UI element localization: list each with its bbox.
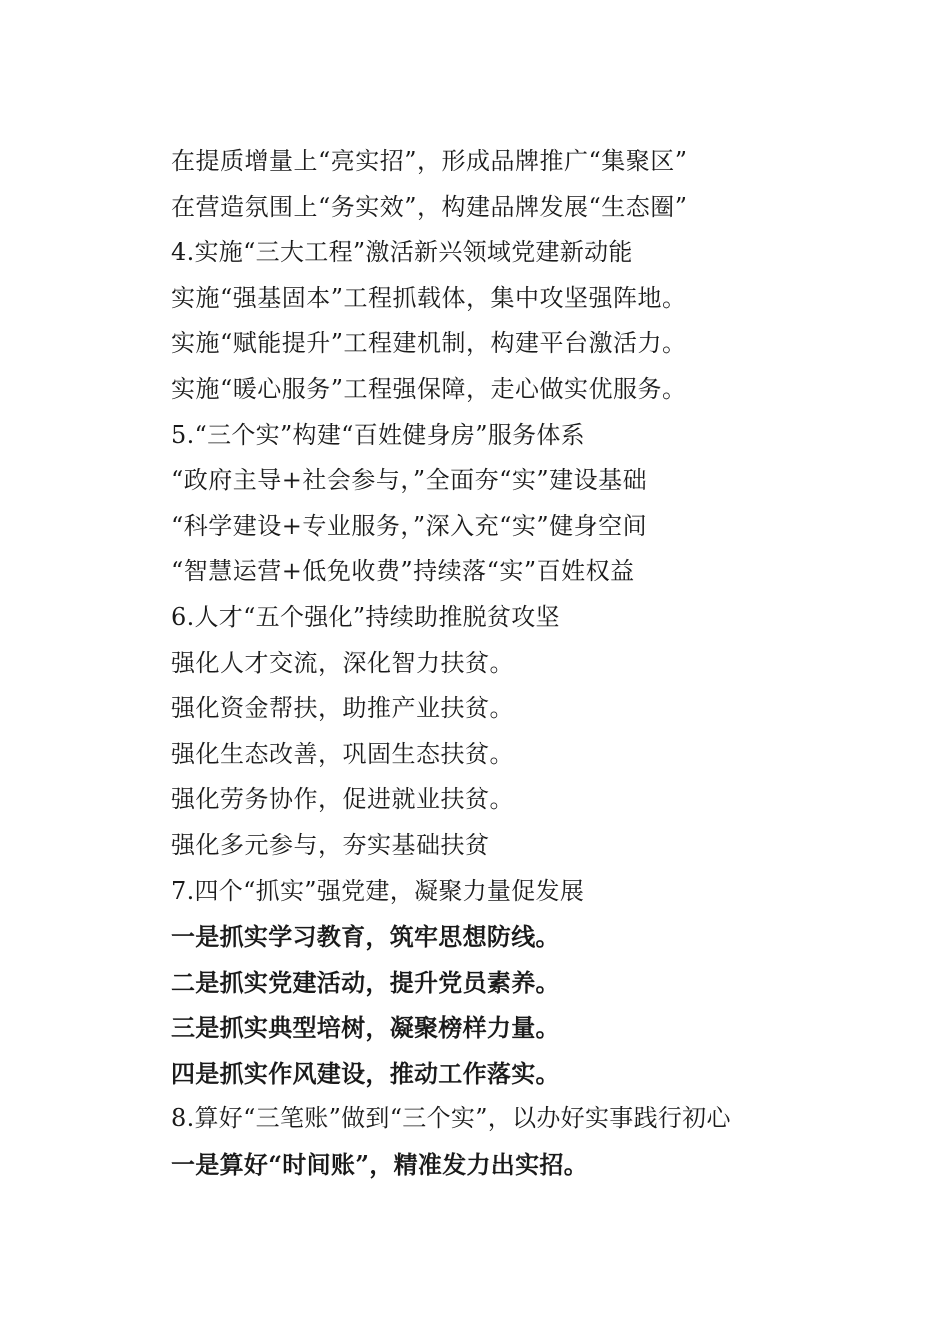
text-line: 实施“赋能提升”工程建机制，构建平台激活力。 — [171, 329, 687, 358]
text-line: 强化多元参与，夯实基础扶贫 — [171, 830, 490, 859]
section-heading: 7.四个“抓实”强党建，凝聚力量促发展 — [171, 876, 585, 905]
text-line: 四是抓实作风建设，推动工作落实。 — [171, 1058, 560, 1088]
text-line: 在营造氛围上“务实效”，构建品牌发展“生态圈” — [171, 192, 688, 221]
text-line: 实施“强基固本”工程抓载体，集中攻坚强阵地。 — [171, 283, 687, 312]
text-line: 强化生态改善，巩固生态扶贫。 — [171, 739, 514, 768]
section-heading: 5.“三个实”构建“百姓健身房”服务体系 — [171, 420, 585, 449]
text-line: 强化劳务协作，促进就业扶贫。 — [171, 785, 514, 814]
text-line: 实施“暖心服务”工程强保障，走心做实优服务。 — [171, 374, 687, 403]
section-heading: 8.算好“三笔账”做到“三个实”，以办好实事践行初心 — [171, 1104, 731, 1133]
text-line: 强化人才交流，深化智力扶贫。 — [171, 648, 514, 677]
text-line: 三是抓实典型培树，凝聚榜样力量。 — [171, 1013, 560, 1043]
section-heading: 6.人才“五个强化”持续助推脱贫攻坚 — [171, 602, 560, 631]
text-line: 二是抓实党建活动，提升党员素养。 — [171, 967, 560, 997]
text-line: 一是算好“时间账”，精准发力出实招。 — [171, 1150, 589, 1180]
text-line: 在提质增量上“亮实招”，形成品牌推广“集聚区” — [171, 147, 688, 175]
document-body — [171, 139, 911, 1188]
text-line: “科学建设+专业服务，”深入充“实”健身空间 — [171, 511, 648, 540]
section-heading: 4.实施“三大工程”激活新兴领域党建新动能 — [171, 238, 633, 267]
text-line: “政府主导+社会参与，”全面夯“实”建设基础 — [171, 466, 648, 495]
text-line: “智慧运营+低免收费”持续落“实”百姓权益 — [171, 557, 635, 586]
text-line: 强化资金帮扶，助推产业扶贫。 — [171, 694, 514, 723]
text-line: 一是抓实学习教育，筑牢思想防线。 — [171, 922, 560, 952]
